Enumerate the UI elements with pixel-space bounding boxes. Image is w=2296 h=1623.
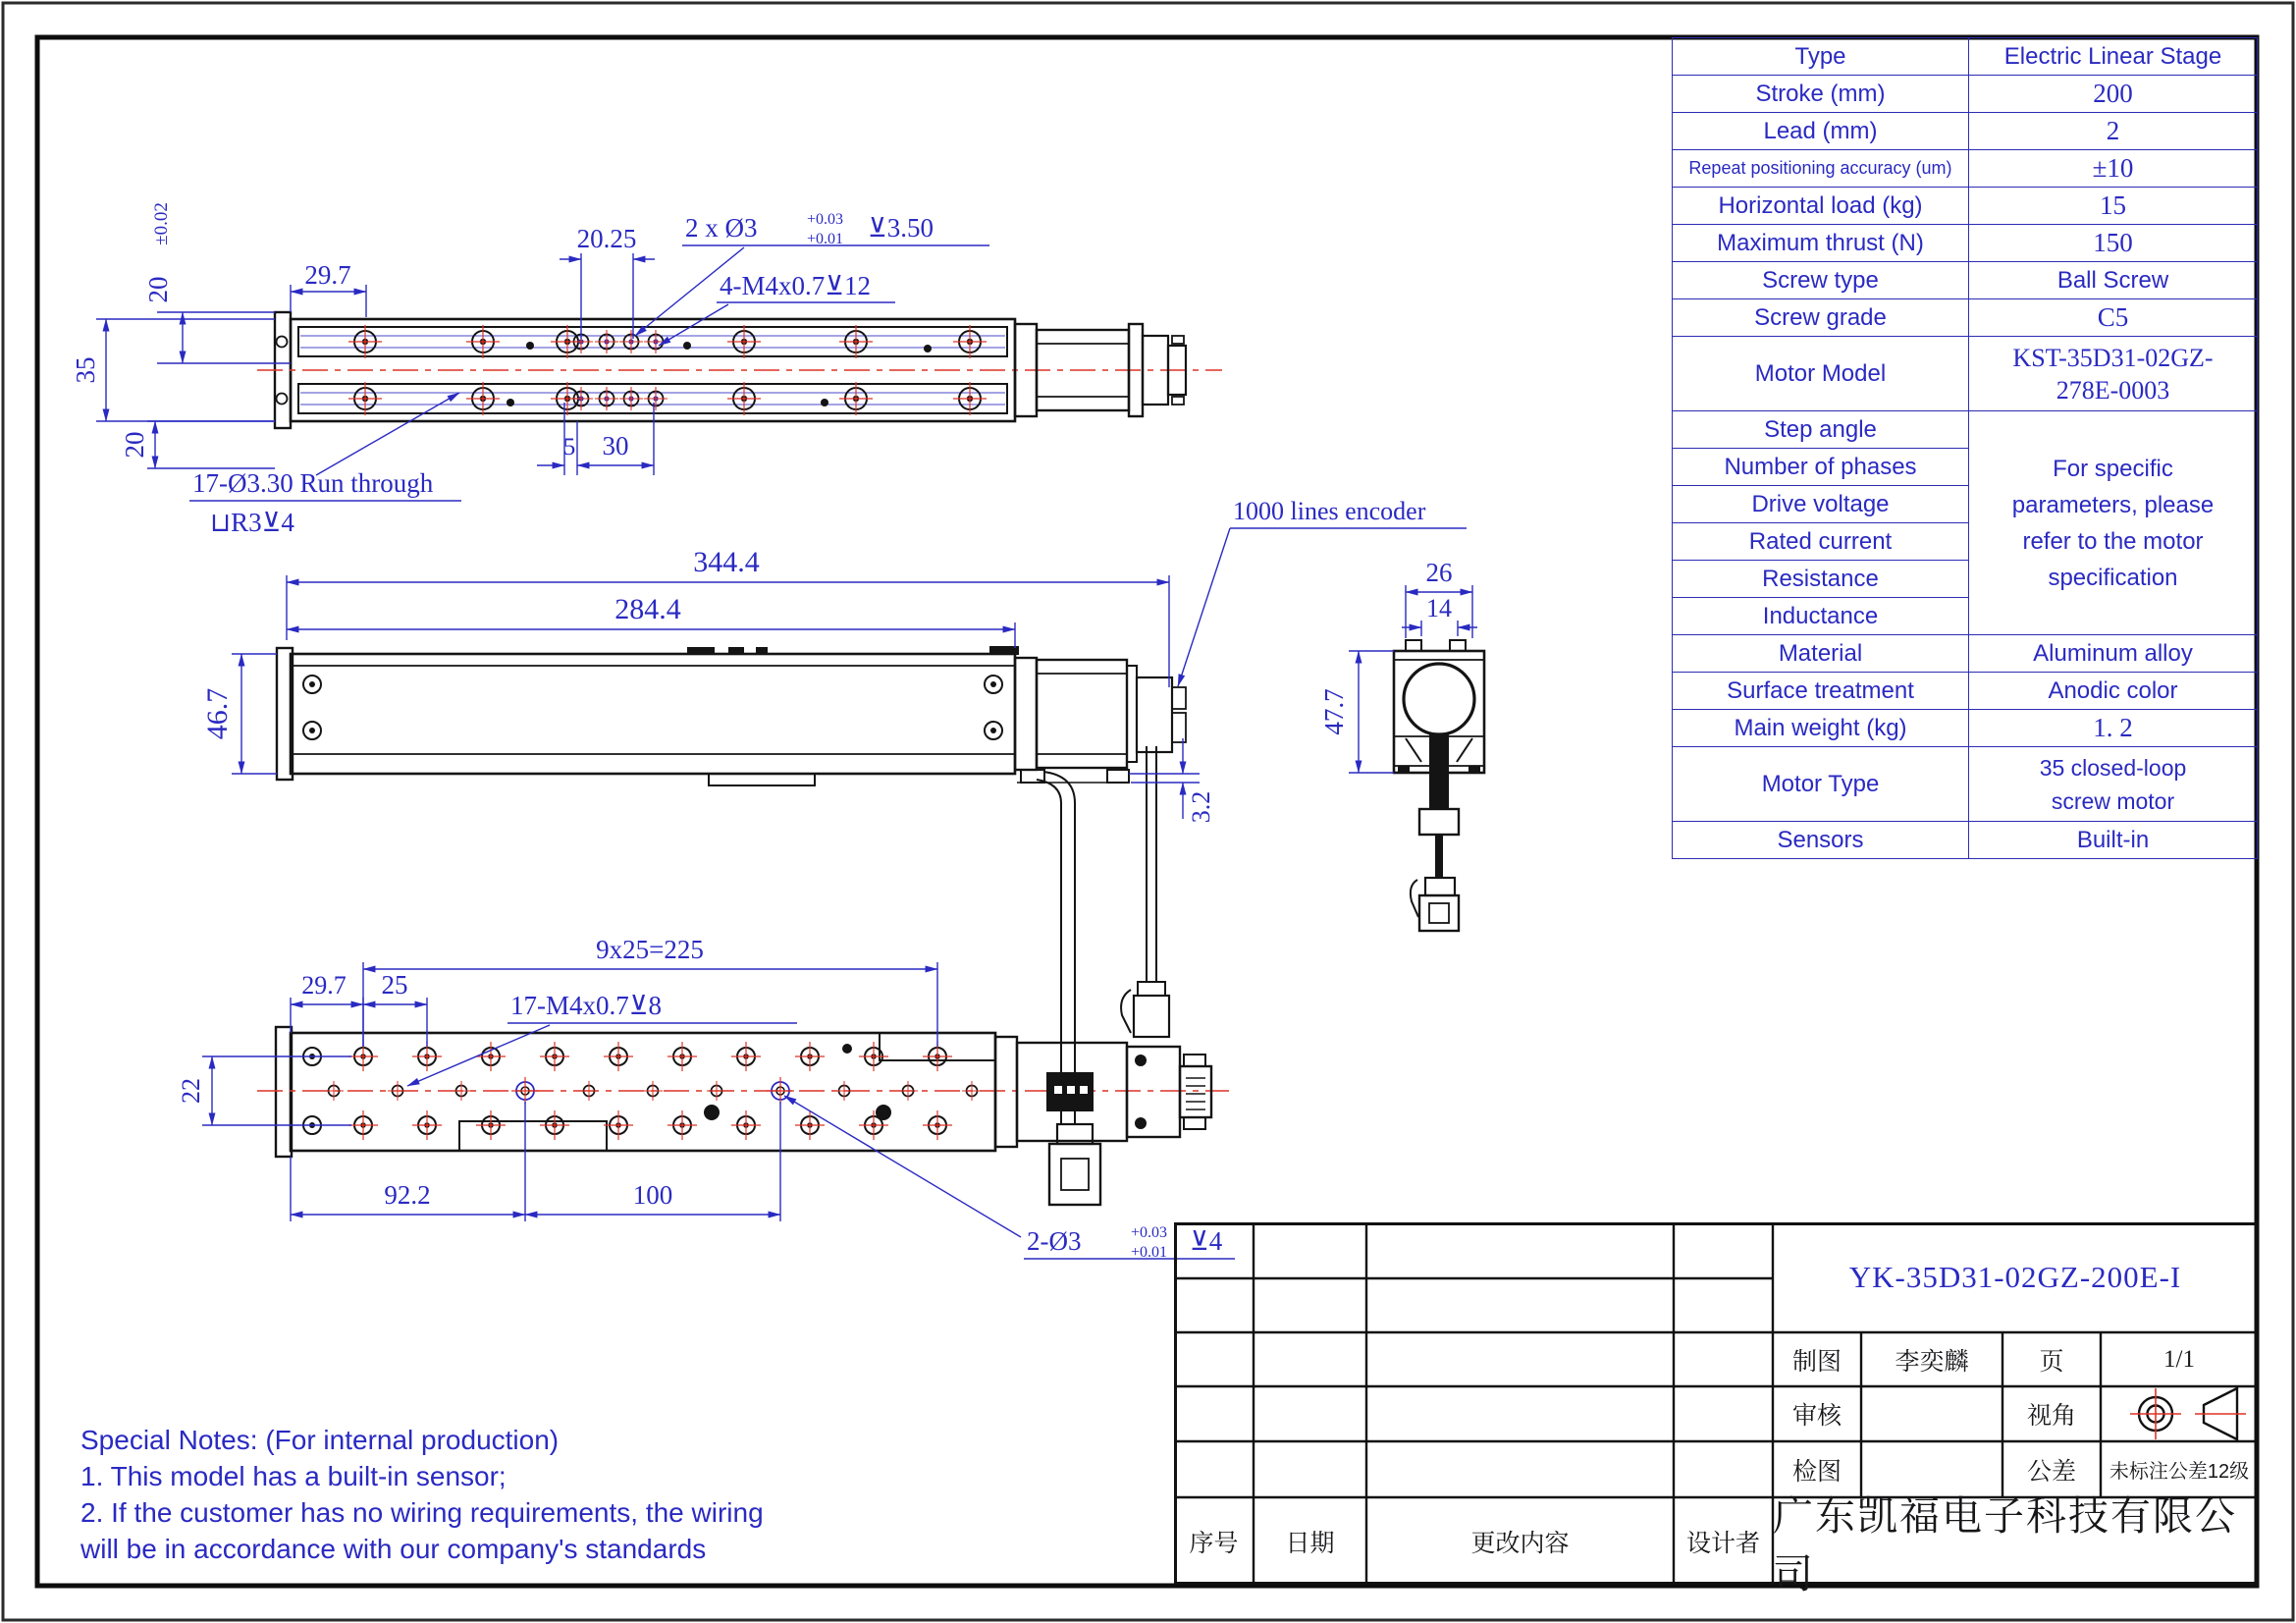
- callout-pin-tol-bot: +0.01: [1131, 1244, 1168, 1261]
- spec-value: ±10: [1969, 150, 2258, 188]
- callout-through: 17-Ø3.30 Run through: [192, 468, 434, 498]
- spec-value: Anodic color: [1969, 673, 2258, 710]
- special-notes: [80, 1422, 764, 1567]
- dim-20-tol: ±0.02: [151, 202, 172, 245]
- spec-label: Motor Model: [1673, 337, 1969, 411]
- motor-model-line2: 278E-0003: [2056, 375, 2170, 405]
- callout-m4: 4-M4x0.7⊻12: [720, 271, 872, 300]
- date-label: 日期: [1285, 1529, 1335, 1557]
- dim-30: 30: [602, 431, 629, 460]
- dim-35: 35: [71, 356, 100, 384]
- dim-29-7: 29.7: [304, 260, 351, 290]
- callout-pin-depth: ⊻4: [1190, 1226, 1223, 1256]
- spec-label: Repeat positioning accuracy (um): [1673, 150, 1969, 188]
- spec-label: Resistance: [1673, 561, 1969, 598]
- end-view-dim-texts: [1319, 558, 1453, 735]
- merged-note-line: specification: [2048, 564, 2178, 591]
- drawn-label: 制图: [1791, 1347, 1842, 1376]
- seq-label: 序号: [1189, 1529, 1239, 1557]
- spec-value: 15: [1969, 188, 2258, 225]
- end-view-dimensions: [1349, 585, 1477, 773]
- spec-label: Maximum thrust (N): [1673, 225, 1969, 262]
- callout-hole-tol-bot: +0.01: [807, 231, 844, 247]
- motor-type-line1: 35 closed-loop: [2039, 754, 2187, 781]
- dim-100: 100: [632, 1180, 673, 1210]
- bottom-view-motor: [995, 1037, 1211, 1147]
- dim-284-4: 284.4: [614, 593, 681, 625]
- motor-model-line1: KST-35D31-02GZ-: [2012, 343, 2214, 372]
- review-label: 审核: [1791, 1402, 1842, 1430]
- dim-5: 5: [562, 434, 576, 460]
- spec-label: Main weight (kg): [1673, 710, 1969, 747]
- dim-20-25: 20.25: [576, 224, 637, 253]
- dim-26: 26: [1425, 558, 1453, 587]
- part-number: YK-35D31-02GZ-200E-I: [1848, 1260, 2182, 1294]
- note-line: will be in accordance with our company's standards: [80, 1534, 707, 1564]
- spec-label: Motor Type: [1673, 747, 1969, 822]
- dim-22: 22: [177, 1078, 205, 1104]
- spec-value: 2: [1969, 113, 2258, 150]
- view-angle-label: 视角: [2026, 1402, 2076, 1430]
- spec-label: Type: [1673, 38, 1969, 76]
- page-number: 1/1: [2163, 1345, 2195, 1373]
- spec-table: [1672, 37, 2258, 859]
- spec-label: Drive voltage: [1673, 486, 1969, 523]
- page-label: 页: [2039, 1347, 2064, 1376]
- dim-b-29-7: 29.7: [301, 971, 347, 1000]
- tolerance-label: 公差: [2026, 1457, 2076, 1486]
- title-block: [1174, 1222, 2258, 1596]
- spec-label: Lead (mm): [1673, 113, 1969, 150]
- change-content-label: 更改内容: [1470, 1529, 1570, 1557]
- dim-b-25: 25: [381, 970, 408, 1000]
- dim-47-7: 47.7: [1319, 688, 1349, 735]
- spec-label: Step angle: [1673, 411, 1969, 449]
- front-view-dimensions: [232, 528, 1467, 819]
- dim-20: 20: [120, 431, 149, 459]
- end-view-motor-circle: [1404, 664, 1474, 734]
- spec-label: Screw type: [1673, 262, 1969, 299]
- note-line: Special Notes: (For internal production): [80, 1425, 560, 1455]
- dim-46-7: 46.7: [201, 687, 234, 740]
- check-label: 检图: [1791, 1457, 1842, 1486]
- note-line: 2. If the customer has no wiring requirements, the wiring: [80, 1497, 764, 1528]
- spec-value: [1969, 337, 2258, 411]
- callout-cbore: ⊔R3⊻4: [210, 508, 294, 537]
- callout-pin: 2-Ø3: [1027, 1226, 1082, 1256]
- merged-note-line: parameters, please: [2011, 491, 2215, 518]
- callout-hole: 2 x Ø3: [685, 213, 758, 243]
- callout-hole-tol-top: +0.03: [807, 211, 844, 228]
- spec-label: Horizontal load (kg): [1673, 188, 1969, 225]
- dim-92-2: 92.2: [384, 1180, 431, 1210]
- spec-value: 200: [1969, 76, 2258, 113]
- dim-20-tol-value: 20: [143, 276, 173, 303]
- end-view: [1319, 558, 1484, 931]
- end-view-shaft: [1429, 734, 1449, 809]
- callout-hole-depth: ⊻3.50: [868, 213, 934, 243]
- spec-label: Material: [1673, 635, 1969, 673]
- spec-label: Screw grade: [1673, 299, 1969, 337]
- spec-value: [1969, 747, 2258, 822]
- dim-14: 14: [1426, 594, 1452, 622]
- end-view-cable: [1411, 809, 1459, 931]
- drawn-by: 李奕麟: [1895, 1347, 1969, 1376]
- spec-value: C5: [1969, 299, 2258, 337]
- spec-label: Surface treatment: [1673, 673, 1969, 710]
- company-name: 广东凯福电子科技有限公司: [1773, 1492, 2237, 1596]
- spec-label: Sensors: [1673, 822, 1969, 859]
- spec-value: Aluminum alloy: [1969, 635, 2258, 673]
- spec-merged-note: [1969, 411, 2258, 635]
- callout-pin-tol-top: +0.03: [1131, 1224, 1168, 1241]
- dim-9x25: 9x25=225: [596, 935, 704, 964]
- spec-label: Inductance: [1673, 598, 1969, 635]
- bottom-view: [177, 935, 1235, 1261]
- merged-note-line: For specific: [2053, 455, 2173, 482]
- dim-344-4: 344.4: [693, 546, 760, 578]
- spec-label: Number of phases: [1673, 449, 1969, 486]
- spec-value: 150: [1969, 225, 2258, 262]
- spec-label: Rated current: [1673, 523, 1969, 561]
- spec-label: Stroke (mm): [1673, 76, 1969, 113]
- front-view: [201, 497, 1467, 1205]
- spec-value: 1. 2: [1969, 710, 2258, 747]
- projection-symbol: [2130, 1388, 2246, 1439]
- callout-b-m4: 17-M4x0.7⊻8: [510, 991, 663, 1020]
- spec-value: Electric Linear Stage: [1969, 38, 2258, 76]
- designer-label: 设计者: [1685, 1529, 1760, 1557]
- front-view-motor: [1015, 658, 1186, 783]
- merged-note-line: refer to the motor: [2022, 527, 2204, 555]
- note-line: 1. This model has a built-in sensor;: [80, 1461, 507, 1491]
- spec-value: Built-in: [1969, 822, 2258, 859]
- dim-3-2: 3.2: [1187, 790, 1215, 824]
- encoder-leader-label: 1000 lines encoder: [1233, 497, 1426, 525]
- tolerance-note: 未标注公差12级: [2109, 1461, 2250, 1483]
- top-view: [71, 202, 1222, 537]
- motor-type-line2: screw motor: [2051, 787, 2175, 814]
- spec-value: Ball Screw: [1969, 262, 2258, 299]
